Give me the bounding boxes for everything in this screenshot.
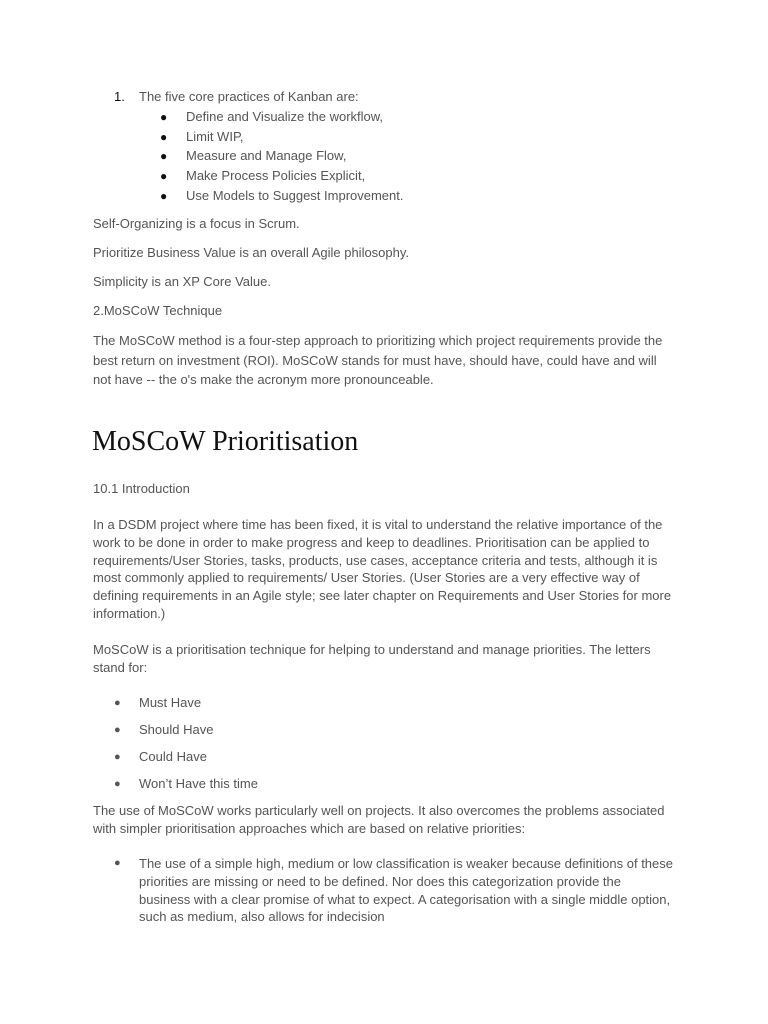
list-item [114, 855, 674, 926]
statement-business-value: Prioritize Business Value is an overall Agile philosophy. [93, 245, 410, 260]
bullet-icon: ● [114, 857, 121, 869]
bullet-icon: ● [114, 778, 121, 790]
moscow-technique-title: 2.MoSCoW Technique [93, 303, 223, 318]
bullet-icon: ● [160, 109, 168, 124]
bullet-icon: ● [114, 724, 121, 736]
list-item: ● Use Models to Suggest Improvement. [160, 188, 404, 204]
moscow-method-paragraph: The MoSCoW method is a four-step approach to prioritizing which project requirements provide the best return on investment (ROI). MoSCoW stands for must have, should have, could have and will not have -- the o's make the acronym more pronounceable. [93, 333, 663, 387]
statement-simplicity: Simplicity is an XP Core Value. [93, 274, 271, 289]
list-item: ● Limit WIP, [160, 128, 244, 144]
list-item: ● Measure and Manage Flow, [160, 148, 347, 164]
list-item: ● Must Have [114, 695, 202, 710]
page-title: MoSCoW Prioritisation [92, 426, 359, 457]
numbered-list-item [114, 88, 674, 106]
list-item: ● Could Have [114, 749, 207, 764]
list-item: ● Won’t Have this time [114, 776, 258, 791]
moscow-letters-list [114, 694, 674, 802]
bullet-icon: ● [160, 169, 168, 184]
list-number: 1. [114, 89, 125, 104]
kanban-practices-intro: The five core practices of Kanban are: [139, 89, 359, 104]
bullet-icon: ● [160, 149, 168, 164]
bullet-icon: ● [114, 751, 121, 763]
intro-paragraph: In a DSDM project where time has been fixed, it is vital to understand the relative importance of the work to be done in order to make progress and keep to deadlines. Prioritisation can be applied to requirements/User Stories, tasks, products, use cases, acceptance criteria and tests, although it is most commonly applied to requirements/ User Stories. (User Stories are a very effective way of defining requirements in an Agile style; see later chapter on Requirements and User Stories for more information.) [93, 517, 672, 621]
statement-self-organizing: Self-Organizing is a focus in Scrum. [93, 216, 300, 231]
bullet-icon: ● [160, 189, 168, 204]
works-paragraph: The use of MoSCoW works particularly well on projects. It also overcomes the problems associated with simpler prioritisation approaches which are based on relative priorities: [93, 803, 665, 836]
problem-text: The use of a simple high, medium or low classification is weaker because definitions of these priorities are missing or need to be defined. Nor does this categorization provide the business with a clear promise of what to expect. A categorisation with a single middle option, such as medium, also allows for indecision [139, 856, 673, 925]
technique-paragraph: MoSCoW is a prioritisation technique for helping to understand and manage priorities. The letters stand for: [93, 642, 651, 675]
list-item: ● Define and Visualize the workflow, [160, 108, 384, 124]
bullet-icon: ● [160, 129, 168, 144]
kanban-practices-list [160, 107, 660, 206]
section-subheading: 10.1 Introduction [93, 481, 190, 496]
list-item: ● Should Have [114, 722, 214, 737]
bullet-icon: ● [114, 697, 121, 709]
list-item: ● Make Process Policies Explicit, [160, 168, 366, 184]
